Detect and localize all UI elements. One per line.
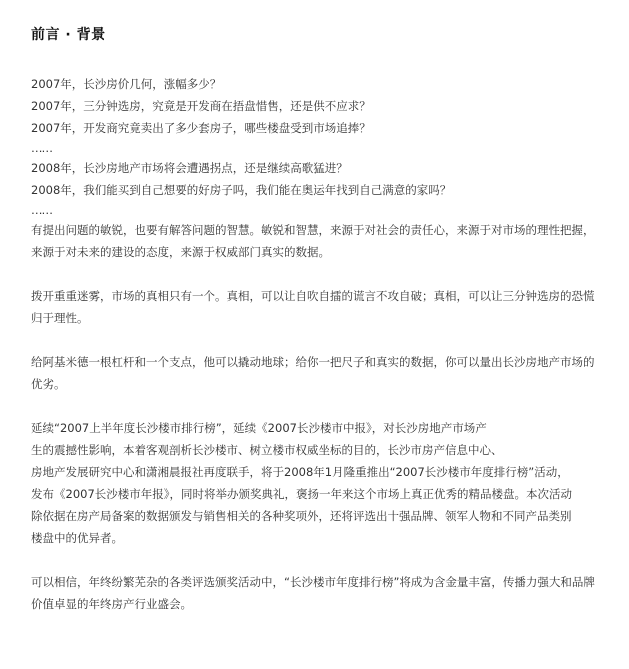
paragraph-spacer [31, 549, 601, 571]
paragraph-ranking-event [31, 417, 601, 549]
paragraph-conclusion: 可以相信，年终纷繁芜杂的各类评选颁奖活动中，“长沙楼市年度排行榜”将成为含金量丰富，传播力强大和品牌价值卓显的年终房产行业盛会。 [31, 575, 595, 611]
question-2007-price: 2007年，长沙房价几何，涨幅多少？ [31, 77, 222, 91]
ellipsis-2008: …… [31, 203, 52, 217]
article-body [31, 73, 601, 615]
paragraph-truth: 拨开重重迷雾，市场的真相只有一个。真相，可以让自吹自擂的谎言不攻自破；真相，可以让三分钟选房的恐慌归于理性。 [31, 289, 595, 325]
ranking-line: 楼盘中的优异者。 [31, 531, 123, 545]
ellipsis-2007: …… [31, 141, 52, 155]
ranking-line: 生的震撼性影响，本着客观剖析长沙楼市、树立楼市权威坐标的目的，长沙市房产信息中心、 [31, 443, 503, 457]
question-2008-market: 2008年，长沙房地产市场将会遭遇拐点，还是继续高歌猛进？ [31, 161, 348, 175]
ranking-line: 除依据在房产局备案的数据颁发与销售相关的各种奖项外，还将评选出十强品牌、领军人物和不同产品类别 [31, 509, 572, 523]
paragraph-archimedes: 给阿基米德一根杠杆和一个支点，他可以撬动地球；给你一把尺子和真实的数据，你可以量出长沙房地产市场的优劣。 [31, 355, 595, 391]
paragraph-wisdom: 有提出问题的敏锐，也要有解答问题的智慧。敏锐和智慧，来源于对社会的责任心，来源于对市场的理性把握，来源于对未来的建设的态度，来源于权威部门真实的数据。 [31, 223, 595, 259]
paragraph-spacer [31, 329, 601, 351]
ranking-line: 延续“2007上半年度长沙楼市排行榜”，延续《2007长沙楼市中报》，对长沙房地产市场产 [31, 421, 487, 435]
ranking-line: 发布《2007长沙楼市年报》，同时将举办颁奖典礼，褒扬一年来这个市场上真正优秀的精品楼盘。本次活动 [31, 487, 573, 501]
question-2007-sales: 2007年，开发商究竟卖出了多少套房子，哪些楼盘受到市场追捧？ [31, 121, 371, 135]
question-2008-home: 2008年，我们能买到自己想要的好房子吗，我们能在奥运年找到自己满意的家吗？ [31, 183, 452, 197]
question-2007-three-minutes: 2007年，三分钟选房，究竟是开发商在捂盘惜售，还是供不应求？ [31, 99, 371, 113]
paragraph-spacer [31, 263, 601, 285]
article-title: 前言 · 背景 [31, 27, 106, 43]
paragraph-spacer [31, 395, 601, 417]
ranking-line: 房地产发展研究中心和潇湘晨报社再度联手，将于2008年1月隆重推出“2007长沙楼市年度排行榜”活动， [31, 465, 569, 479]
